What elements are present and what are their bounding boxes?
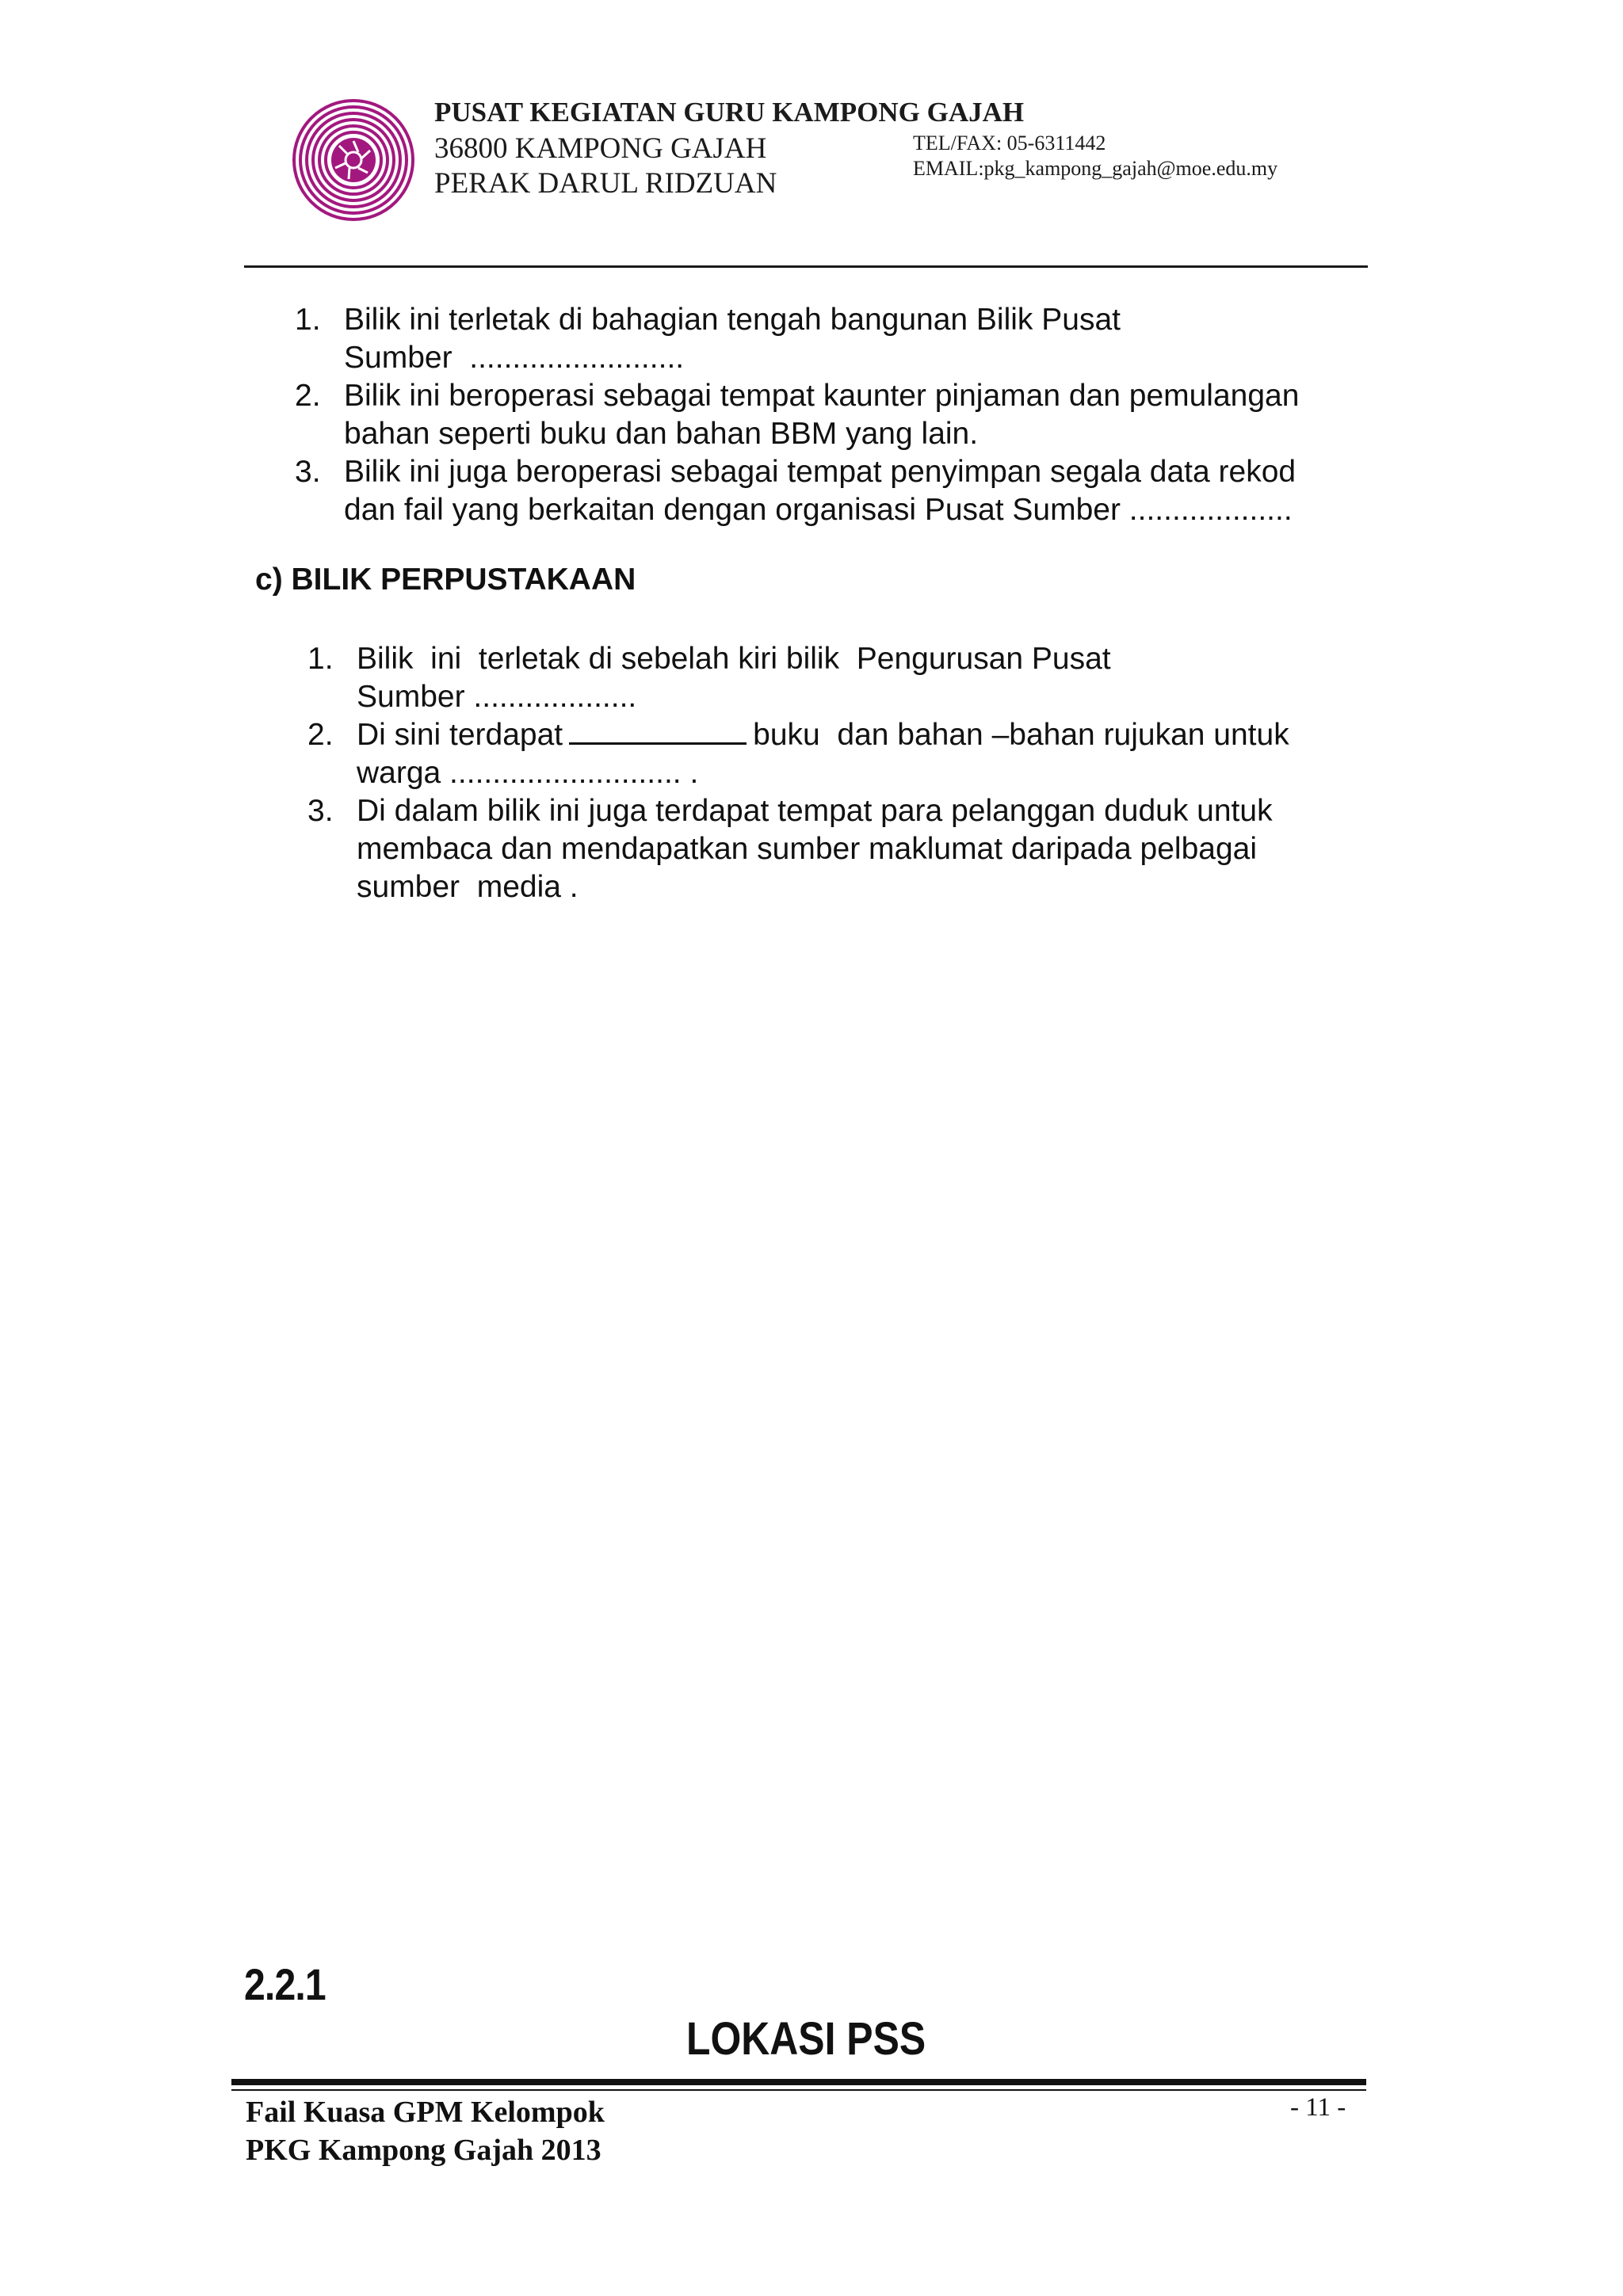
list-item-number: 1. [307, 642, 334, 676]
footer-line-1: Fail Kuasa GPM Kelompok [246, 2096, 605, 2129]
header-divider [244, 265, 1368, 268]
tel-fax: TEL/FAX: 05-6311442 [913, 132, 1106, 154]
room-description-list [295, 301, 1388, 529]
pkg-logo [292, 98, 415, 222]
page-number: - 11 - [1290, 2093, 1346, 2122]
list-item-text: Di dalam bilik ini juga terdapat tempat para pelanggan duduk untuk membaca dan mendapatkan sumber maklumat daripada pelbagai sumber media . [357, 794, 1273, 904]
list-item-text: Bilik ini beroperasi sebagai tempat kaunter pinjaman dan pemulangan bahan seperti buku dan bahan BBM yang lain. [344, 379, 1300, 451]
email-address: EMAIL:pkg_kampong_gajah@moe.edu.my [913, 157, 1278, 180]
list-item [307, 716, 1393, 792]
list-item-number: 2. [307, 718, 334, 752]
list-item [295, 301, 1388, 377]
organization-name: PUSAT KEGIATAN GURU KAMPONG GAJAH [434, 97, 1025, 128]
fill-in-blank [569, 719, 747, 745]
text-before-blank: Di sini terdapat [357, 718, 563, 752]
list-item-text: Bilik ini terletak di sebelah kiri bilik Pengurusan Pusat Sumber ................... [357, 642, 1111, 714]
list-item-text: Bilik ini terletak di bahagian tengah bangunan Bilik Pusat Sumber ......................... [344, 303, 1121, 375]
list-item-text-with-blank [357, 716, 1371, 792]
section-number: 2.2.1 [244, 1959, 326, 2009]
section-title: LOKASI PSS [686, 2013, 926, 2065]
address-line-1: 36800 KAMPONG GAJAH [434, 132, 767, 165]
list-item-number: 2. [295, 379, 321, 413]
pkg-logo-emblem [292, 98, 415, 222]
list-item [295, 377, 1388, 453]
footer-divider-thick [231, 2079, 1366, 2085]
section-heading: c) BILIK PERPUSTAKAAN [255, 563, 636, 597]
library-description-list [307, 640, 1393, 906]
list-item-text: Bilik ini juga beroperasi sebagai tempat penyimpan segala data rekod dan fail yang berkaitan dengan organisasi Pusat Sumber ................... [344, 455, 1296, 527]
list-item-number: 1. [295, 303, 321, 337]
text-after-blank: buku dan bahan –bahan rujukan untuk warga ........................... . [357, 718, 1289, 790]
list-item-number: 3. [307, 794, 334, 828]
list-item-number: 3. [295, 455, 321, 489]
footer-divider-thin [231, 2089, 1366, 2091]
address-line-2: PERAK DARUL RIDZUAN [434, 167, 777, 200]
list-item [307, 640, 1393, 716]
list-item [295, 453, 1388, 529]
footer-line-2: PKG Kampong Gajah 2013 [246, 2134, 601, 2167]
list-item [307, 792, 1393, 906]
